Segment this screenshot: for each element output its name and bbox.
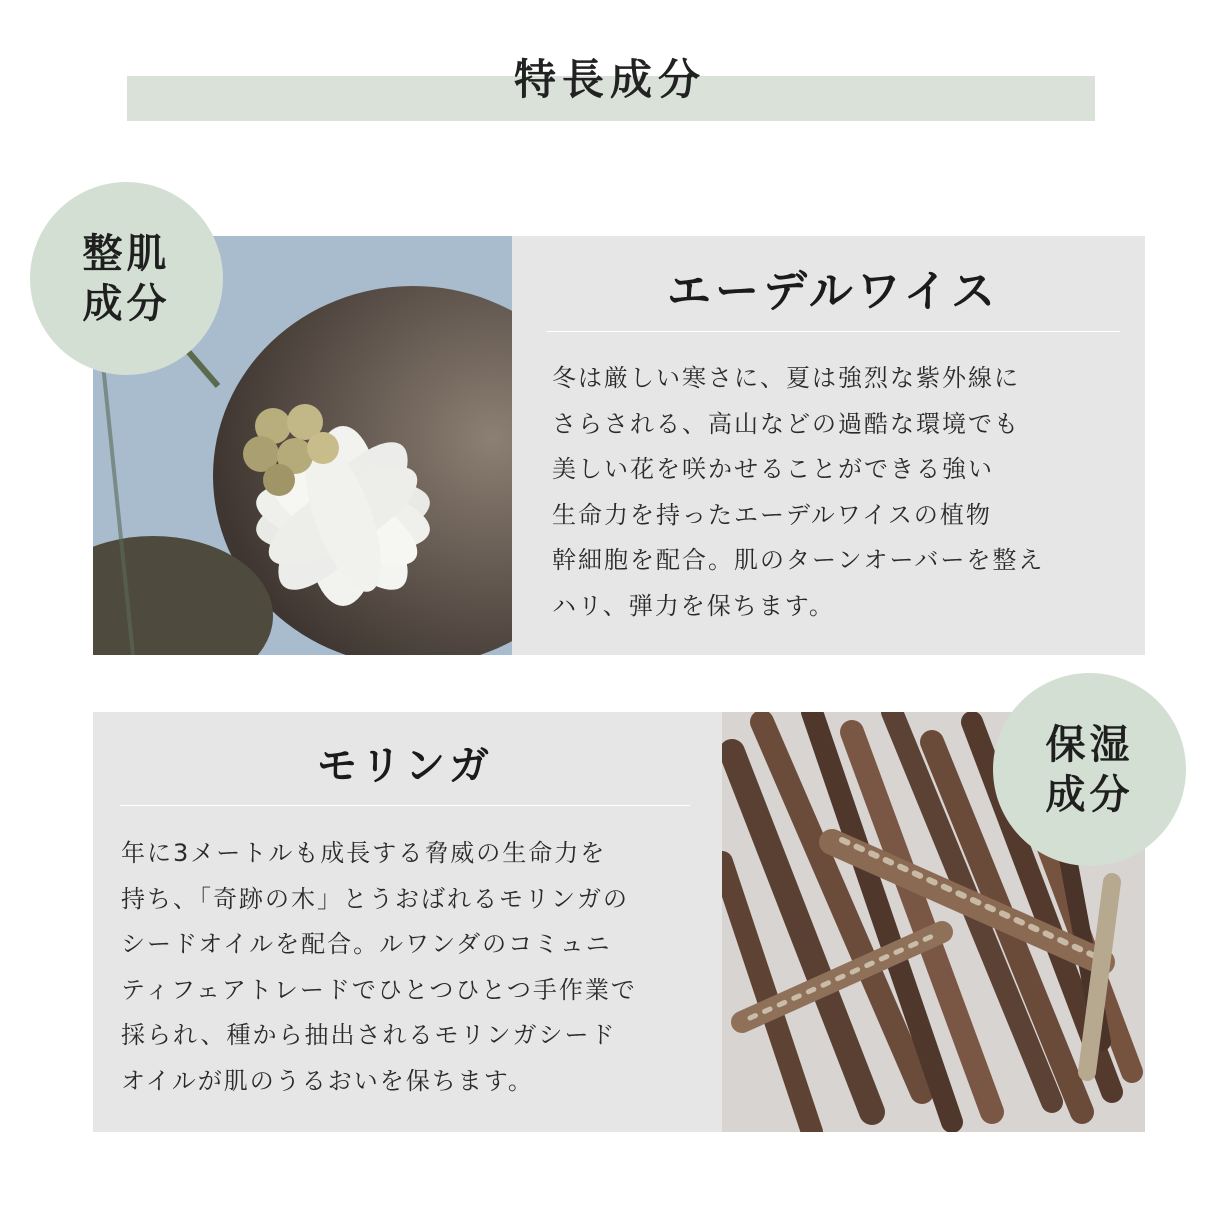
description-line: ハリ、弾力を保ちます。	[552, 591, 835, 620]
description-line: 冬は厳しい寒さに、夏は強烈な紫外線に	[552, 364, 1020, 392]
description-line: 美しい花を咲かせることができる強い	[552, 455, 994, 483]
description-line: 生命力を持ったエーデルワイスの植物	[552, 500, 992, 529]
divider	[546, 331, 1120, 332]
badge-label: 保湿	[1045, 721, 1134, 768]
badge-skin-conditioning	[30, 182, 223, 375]
badge-label: 成分	[1045, 771, 1134, 818]
description-line: 持ち、「奇跡の木」とうおばれるモリンガの	[121, 884, 629, 913]
divider	[120, 805, 690, 806]
description-line: さらされる、高山などの過酷な環境でも	[552, 409, 1020, 438]
description-line: シードオイルを配合。ルワンダのコミュニ	[121, 930, 612, 958]
description-line: ティフェアトレードでひとつひとつ手作業で	[121, 975, 637, 1004]
ingredient-description	[121, 831, 637, 1104]
ingredient-description	[552, 356, 1044, 629]
description-line: オイルが肌のうるおいを保ちます。	[121, 1066, 534, 1095]
badge-moisturizing	[993, 673, 1186, 866]
ingredient-card-edelweiss	[93, 236, 1145, 655]
ingredient-name: モリンガ	[317, 743, 493, 789]
description-line: 年に3メートルも成長する脅威の生命力を	[121, 839, 607, 867]
ingredient-name: エーデルワイス	[666, 266, 1000, 317]
badge-label: 整肌	[82, 230, 171, 277]
page-title: 特長成分	[513, 55, 706, 104]
badge-label: 成分	[82, 280, 171, 327]
description-line: 幹細胞を配合。肌のターンオーバーを整え	[552, 546, 1045, 574]
ingredient-card-moringa	[93, 712, 1145, 1132]
description-line: 採られ、種から抽出されるモリンガシード	[121, 1021, 617, 1049]
